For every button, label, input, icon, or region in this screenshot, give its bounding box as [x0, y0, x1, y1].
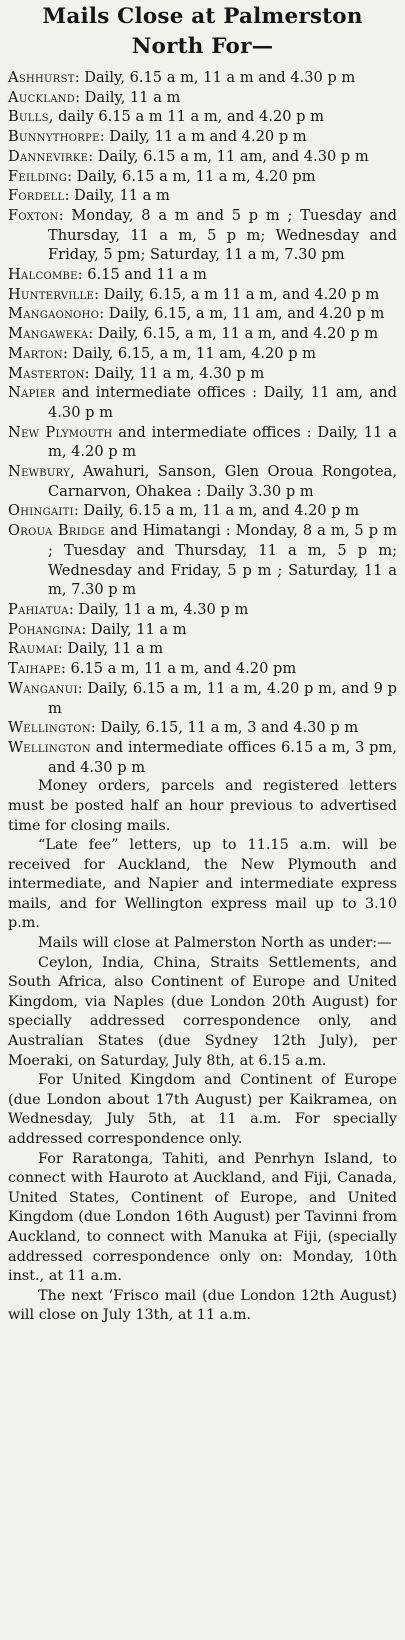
- schedule-times: : Daily, 11 a m, 4.30 p m: [68, 600, 249, 618]
- town-name: Dannevirke: [8, 147, 89, 165]
- schedule-times: : Daily, 11 a m: [81, 620, 187, 638]
- town-name: Masterton: [8, 364, 85, 382]
- town-name: Wellington: [8, 719, 91, 737]
- schedule-entry: [8, 304, 397, 324]
- schedule-entry: [8, 718, 397, 738]
- schedule-times: : Daily, 6.15, a m, 11 am, and 4.20 p m: [99, 305, 385, 323]
- notice-paragraph: “Late fee” letters, up to 11.15 a.m. will be received for Auckland, the New Plymouth and intermediate, and Napier and intermediate express mails, and for Wellington express mail up to 3.10 p.m.: [8, 837, 397, 932]
- schedule-times: : Daily, 6.15 a m, 11 a m, and 4.20 p m: [73, 502, 360, 520]
- schedule-entry: [8, 147, 397, 167]
- schedule-entry: [8, 639, 397, 659]
- headline: [8, 2, 397, 62]
- town-name: Raumai: [8, 640, 58, 658]
- schedule-times: : Daily, 6.15, a m, 11 a m, and 4.20 p m: [88, 325, 379, 343]
- town-name: Wellington: [8, 738, 91, 756]
- schedule-entry: [8, 501, 397, 521]
- headline-line-2: North For—: [131, 34, 274, 59]
- schedule-times: and Himatangi : Monday, 8 a m, 5 p m ; Tuesday and Thursday, 11 a m, 5 p m; Wednesday and Friday, 5 p m ; Saturday, 11 a m, 7.30 p m: [48, 522, 397, 599]
- headline-line-1: Mails Close at Palmerston: [42, 4, 363, 29]
- town-name: Pahiatua: [8, 600, 69, 618]
- town-name: New Plymouth: [8, 423, 113, 441]
- town-name: Oroua Bridge: [8, 522, 106, 540]
- notice-paragraph: For United Kingdom and Continent of Europe (due London about 17th August) per Kaikramea, on Wednesday, July 5th, at 11 a.m. For specially addressed correspondence only.: [8, 1072, 397, 1147]
- schedule-entry: [8, 167, 397, 187]
- town-name: Wanganui: [8, 679, 78, 697]
- schedule-entry: [8, 659, 397, 679]
- schedule-times: and intermediate offices : Daily, 11 a m, 4.20 p m: [48, 423, 397, 461]
- schedule-times: : Daily, 6.15, 11 a m, 3 and 4.30 p m: [90, 719, 359, 737]
- schedule-times: : Daily, 6.15 a m, 11 a m, 4.20 p m, and 9 p m: [48, 679, 397, 717]
- notice-paragraph: Ceylon, India, China, Straits Settlements, and South Africa, also Continent of Europe and United Kingdom, via Naples (due London 20th August) for specially addressed correspondence only, and Australian States (due Sydney 12th July), per Moeraki, on Saturday, July 8th, at 6.15 a.m.: [8, 954, 397, 1069]
- schedule-entry: [8, 738, 397, 777]
- schedule-times: : Daily, 11 a m: [75, 88, 181, 106]
- schedule-entry: [8, 107, 397, 127]
- schedule-times: : 6.15 a m, 11 a m, and 4.20 pm: [60, 660, 297, 678]
- town-name: Napier: [8, 384, 56, 402]
- town-name: Fordell: [8, 187, 65, 205]
- schedule-entry: [8, 265, 397, 285]
- town-name: Marton: [8, 344, 63, 362]
- town-name: Halcombe: [8, 266, 78, 284]
- schedule-entry: [8, 679, 397, 718]
- schedule-entry: [8, 285, 397, 305]
- schedule-entry: [8, 364, 397, 384]
- schedule-times: : Daily, 6.15, a m 11 a m, and 4.20 p m: [94, 285, 380, 303]
- town-name: Newbury: [8, 463, 71, 481]
- schedule-times: : Monday, 8 a m and 5 p m ; Tuesday and Thursday, 11 a m, 5 p m; Wednesday and Friday, 5 pm; Saturday, 11 a m, 7.30 pm: [48, 206, 397, 264]
- notice-paragraph: For Raratonga, Tahiti, and Penrhyn Island, to connect with Hauroto at Auckland, and Fiji, Canada, United States, Continent of Europe, and United Kingdom (due London 16th August) per Tavinni from Auckland, to connect with Manuka at Fiji, (specially addressed correspondence only on: Monday, 10th inst., at 11 a.m.: [8, 1150, 397, 1285]
- schedule-entry: [8, 186, 397, 206]
- town-name: Bulls: [8, 108, 49, 126]
- schedule-entry: [8, 620, 397, 640]
- schedule-times: : Daily, 11 a m and 4.20 p m: [99, 128, 307, 146]
- postal-notices: [8, 777, 397, 1326]
- schedule-entry: [8, 423, 397, 462]
- schedule-entry: [8, 383, 397, 422]
- schedule-entry: [8, 127, 397, 147]
- town-name: Ashhurst: [8, 69, 75, 86]
- town-name: Foxton: [8, 206, 59, 224]
- schedule-entry: [8, 206, 397, 265]
- mail-schedule-list: [8, 68, 397, 777]
- schedule-times: : Daily, 11 a m: [57, 640, 164, 658]
- schedule-entry: [8, 521, 397, 600]
- notice-paragraph: Mails will close at Palmerston North as under:—: [38, 935, 392, 952]
- schedule-entry: [8, 600, 397, 620]
- town-name: Mangaonoho: [8, 305, 100, 323]
- schedule-times: and intermediate offices 6.15 a m, 3 pm, and 4.30 p m: [48, 738, 397, 776]
- town-name: Pohangina: [8, 620, 82, 638]
- town-name: Hunterville: [8, 285, 95, 303]
- town-name: Taihape: [8, 660, 61, 678]
- town-name: Bunnythorpe: [8, 128, 100, 146]
- schedule-times: : Daily, 6.15 a m, 11 a m, 4.20 pm: [67, 167, 316, 185]
- schedule-times: , Awahuri, Sanson, Glen Oroua Rongotea, Carnarvon, Ohakea : Daily 3.30 p m: [48, 463, 397, 500]
- schedule-times: : Daily, 6.15, a m, 11 am, 4.20 p m: [62, 344, 317, 362]
- schedule-times: : Daily, 6.15 a m, 11 a m and 4.30 p m: [74, 69, 356, 86]
- town-name: Mangaweka: [8, 325, 89, 343]
- schedule-entry: [8, 344, 397, 364]
- schedule-times: : 6.15 and 11 a m: [77, 266, 207, 284]
- schedule-times: and intermediate offices : Daily, 11 am, and 4.30 p m: [48, 384, 397, 421]
- notice-paragraph: The next ’Frisco mail (due London 12th August) will close on July 13th, at 11 a.m.: [8, 1287, 397, 1324]
- town-name: Feilding: [8, 167, 68, 185]
- town-name: Auckland: [8, 88, 76, 106]
- schedule-times: : Daily, 6.15 a m, 11 am, and 4.30 p m: [88, 147, 369, 165]
- schedule-times: : Daily, 11 a m, 4.30 p m: [84, 364, 265, 382]
- schedule-times: , daily 6.15 a m 11 a m, and 4.20 p m: [48, 108, 324, 126]
- schedule-entry: [8, 68, 397, 88]
- schedule-entry: [8, 88, 397, 108]
- schedule-times: : Daily, 11 a m: [64, 187, 170, 205]
- town-name: Ohingaiti: [8, 502, 74, 520]
- schedule-entry: [8, 462, 397, 501]
- schedule-entry: [8, 324, 397, 344]
- notice-paragraph: Money orders, parcels and registered letters must be posted half an hour previous to advertised time for closing mails.: [8, 778, 397, 834]
